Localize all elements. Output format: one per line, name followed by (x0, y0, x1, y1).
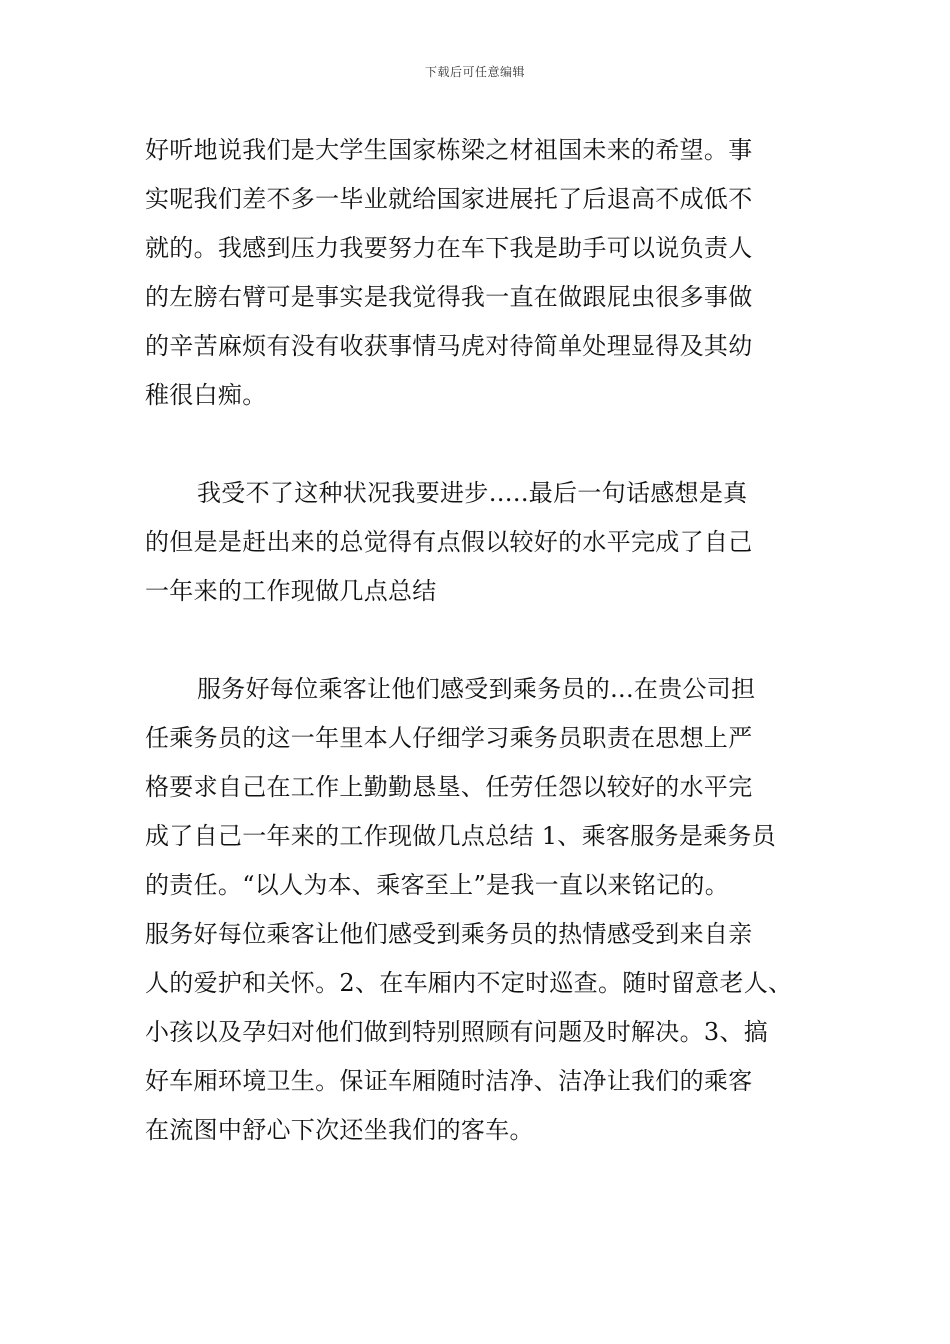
paragraph-line: 的但是是赶出来的总觉得有点假以较好的水平完成了自己 (145, 528, 753, 556)
paragraph-line: 服务好每位乘客让他们感受到乘务员的热情感受到来自亲 (145, 920, 753, 948)
paragraph-line: 好听地说我们是大学生国家栋梁之材祖国未来的希望。事 (145, 136, 753, 164)
paragraph-line: 稚很白痴。 (145, 381, 267, 409)
paragraph-2 (145, 469, 810, 616)
paragraph-line: 就的。我感到压力我要努力在车下我是助手可以说负责人 (145, 234, 753, 262)
paragraph-line: 的责任。“以人为本、乘客至上”是我一直以来铭记的。 (145, 871, 730, 899)
paragraph-line: 一年来的工作现做几点总结 (145, 577, 437, 605)
paragraph-line: 任乘务员的这一年里本人仔细学习乘务员职责在思想上严 (145, 724, 753, 752)
paragraph-line: 的左膀右臂可是事实是我觉得我一直在做跟屁虫很多事做 (145, 283, 753, 311)
paragraph-3 (145, 665, 810, 1155)
paragraph-line: 格要求自己在工作上勤勤恳垦、任劳任怨以较好的水平完 (145, 773, 753, 801)
paragraph-line: 我受不了这种状况我要进步…..最后一句话感想是真 (197, 479, 748, 507)
paragraph-line: 的辛苦麻烦有没有收获事情马虎对待简单处理显得及其幼 (145, 332, 753, 360)
paragraph-line: 好车厢环境卫生。保证车厢随时洁净、洁净让我们的乘客 (145, 1067, 753, 1095)
paragraph-line: 成了自己一年来的工作现做几点总结 1、乘客服务是乘务员 (145, 822, 776, 850)
paragraph-1 (145, 126, 810, 420)
paragraph-spacer (145, 616, 810, 665)
paragraph-line: 服务好每位乘客让他们感受到乘务员的...在贵公司担 (197, 675, 756, 703)
paragraph-line: 在流图中舒心下次还坐我们的客车。 (145, 1116, 534, 1144)
paragraph-line: 小孩以及孕妇对他们做到特别照顾有问题及时解决。3、搞 (145, 1018, 769, 1046)
paragraph-spacer (145, 420, 810, 469)
document-body (145, 126, 810, 1155)
page-header: 下载后可任意编辑 (424, 65, 525, 79)
paragraph-line: 实呢我们差不多一毕业就给国家进展托了后退高不成低不 (145, 185, 753, 213)
paragraph-line: 人的爱护和关怀。2、在车厢内不定时巡查。随时留意老人、 (145, 969, 793, 997)
